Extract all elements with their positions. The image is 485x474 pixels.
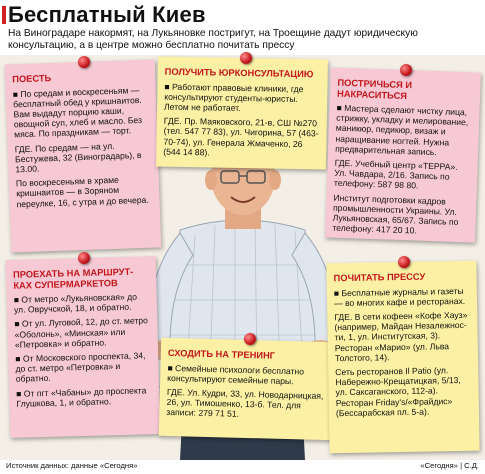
note-haircut-where: ГДЕ. Учебный центр «ТЕРРА». Ул. Чавдара, 2/16. Запись по телефону: 587 98 80. bbox=[333, 157, 458, 191]
pushpin-icon bbox=[244, 333, 256, 345]
note-press bbox=[326, 261, 479, 454]
note-training bbox=[159, 338, 337, 441]
note-haircut-heading: ПОСТРИЧЬСЯ И НАКРАСИТЬСЯ bbox=[336, 77, 413, 101]
pushpin-icon bbox=[78, 252, 90, 264]
page-subtitle: На Виноградаре накормят, на Лукьяновке постригут, на Троещине дадут юридическую консультацию, а в центре можно бесплатно почитать прессу bbox=[8, 28, 418, 51]
pushpin-icon bbox=[400, 64, 412, 76]
note-legal-text: ■ Работают правовые клиники, где консультируют студенты-юристы. Летом не работает. bbox=[164, 81, 304, 113]
pushpin-icon bbox=[240, 52, 252, 64]
note-eat bbox=[5, 59, 161, 252]
note-press-where-2: Сеть ресторанов Il Patio (ул. Набережно-Крещатицкая, 5/13, ул. Саксаганского, 112-а). Ресторан Friday's/«Фрайдис» (Бессарабская пл. 5-а). bbox=[335, 365, 461, 418]
note-bus-heading: ПРОЕХАТЬ НА МАРШРУТ-КАХ СУПЕРМАРКЕТОВ bbox=[12, 266, 134, 291]
note-bus-route-1: ■ От метро «Лукьяновская» до ул. Овручской, 18, и обратно. bbox=[13, 291, 138, 315]
note-legal bbox=[156, 57, 328, 170]
note-eat-text: ■ По средам и воскресеньям — бесплатный обед у кришнаитов. Вам выдадут порцию каши, овощной суп, хлеб и масло. Без мяса. По праздникам — торт. bbox=[12, 84, 143, 140]
note-training-where: ГДЕ. Ул. Кудри, 33, ул. Новодарницкая, 26, ул. Тимошенко, 13-б. Тел. для записи: 279 71 51. bbox=[166, 386, 324, 420]
note-press-where: ГДЕ. В сети кофеен «Кофе Хауз» (например, Майдан Незалежнос-ти, 1, ул. Институтская, 3). Ресторан «Марио» (ул. Льва Толстого, 14). bbox=[334, 309, 468, 363]
note-press-text: ■ Бесплатные журналы и газеты — во многих кафе и ресторанах. bbox=[333, 285, 466, 308]
page-title: Бесплатный Киев bbox=[8, 2, 206, 27]
note-bus-route-3: ■ От Московского проспекта, 34, до ст. метро «Петровка» и обратно. bbox=[15, 350, 146, 385]
note-haircut bbox=[325, 67, 481, 242]
note-eat-heading: ПОЕСТЬ bbox=[12, 73, 52, 85]
note-press-heading: ПОЧИТАТЬ ПРЕССУ bbox=[333, 271, 426, 284]
note-bus bbox=[6, 256, 161, 438]
note-eat-where: ГДЕ. По средам — на ул. Бестужева, 32 (Виноградарь), в 13.00. bbox=[14, 140, 142, 175]
note-eat-where-sunday: По воскресеньям в храме кришнаитов — в Зоряном переулке, 16, с утра и до вечера. bbox=[15, 174, 149, 209]
note-legal-heading: ПОЛУЧИТЬ ЮРКОНСУЛЬТАЦИЮ bbox=[164, 66, 314, 80]
pushpin-icon bbox=[78, 56, 90, 68]
note-training-text: ■ Семейные психологи бесплатно консультируют семейные пары. bbox=[167, 362, 305, 386]
title-accent-bar bbox=[2, 6, 6, 24]
note-legal-where: ГДЕ. Пр. Маяковского, 21-в, СШ №270 (тел. 547 77 83), ул. Чигорина, 57 (463-70-74), ул. Генерала Жмаченко, 26 (544 14 88). bbox=[163, 115, 319, 158]
note-haircut-text: ■ Мастера сделают чистку лица, стрижку, укладку и мелирование, маникюр, педикюр, визаж и наращивание ногтей. Нужна предварительная запись. bbox=[335, 102, 469, 157]
source-note: Источник данных: данные «Сегодня» bbox=[6, 461, 138, 470]
credit-note: «Сегодня» | С.Д. bbox=[420, 461, 479, 470]
note-bus-route-4: ■ От пгт «Чабаны» до проспекта Глушкова, 1, и обратно. bbox=[16, 384, 147, 409]
note-haircut-where-2: Институт подготовки кадров промышленности Украины. Ул. Лукьяновская, 65/67. Запись по телефону: 417 20 10. bbox=[332, 192, 459, 236]
note-training-heading: СХОДИТЬ НА ТРЕНИНГ bbox=[167, 347, 276, 361]
pushpin-icon bbox=[398, 256, 410, 268]
note-bus-route-2: ■ От ул. Луговой, 12, до ст. метро «Оболонь», «Минская» или «Петровка» и обратно. bbox=[14, 315, 149, 350]
